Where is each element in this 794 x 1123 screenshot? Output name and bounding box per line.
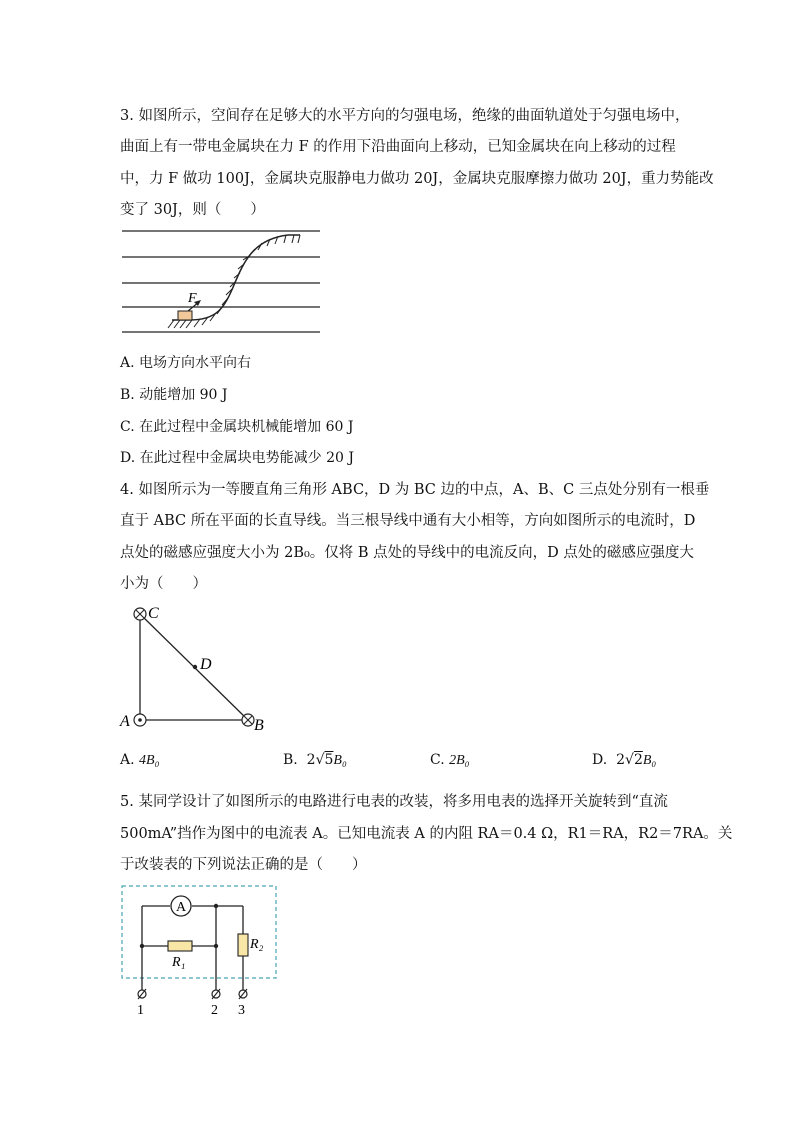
q3-line-4: 变了 30J，则（ ） [120, 202, 265, 218]
q5-line-2: 500mA”挡作为图中的电流表 A。已知电流表 A 的内阻 RA＝0.4 Ω，R1＝RA，R2＝7RA。关 [120, 826, 733, 842]
current-into-page-icon-c [134, 608, 146, 620]
terminal-label-3: 3 [238, 1003, 245, 1018]
force-label: F [188, 291, 197, 306]
label-c: C [148, 605, 159, 622]
q4-option-d[interactable] [592, 752, 656, 769]
terminal-icon [138, 989, 146, 999]
ammeter-label: A [176, 900, 187, 915]
dashed-boundary [122, 886, 276, 978]
q5-line-1: 5. 某同学设计了如图所示的电路进行电表的改装，将多用电表的选择开关旋转到“直流 [120, 794, 668, 810]
node [140, 944, 144, 948]
current-out-of-page-icon-a [134, 714, 146, 726]
q4-option-b[interactable] [283, 752, 347, 769]
option-value: 2B₀ [449, 753, 470, 768]
resistor-r1-icon [168, 941, 192, 951]
q4-option-a[interactable] [120, 752, 159, 769]
sqrt-icon: √ [625, 752, 634, 768]
q3-line-1: 3. 如图所示，空间存在足够大的水平方向的匀强电场，绝缘的曲面轨道处于匀强电场中， [120, 108, 690, 124]
q3-figure [120, 225, 330, 340]
q4-line-3: 点处的磁感应强度大小为 2B₀。仅将 B 点处的导线中的电流反向，D 点处的磁感应强度大 [120, 545, 694, 561]
option-var: B₀ [333, 753, 347, 768]
q4-figure [120, 600, 290, 740]
terminal-label-1: 1 [137, 1003, 144, 1018]
option-prefix: D. [592, 752, 608, 768]
ammeter-icon [171, 896, 191, 916]
q3-option-d[interactable]: D. 在此过程中金属块电势能减少 20 J [120, 450, 354, 466]
metal-block [178, 311, 192, 320]
q3-option-a[interactable]: A. 电场方向水平向右 [120, 355, 252, 371]
label-d: D [200, 656, 212, 673]
r2-label: R₂ [250, 937, 264, 952]
label-a: A [120, 713, 130, 730]
option-radicand: 5 [324, 752, 334, 768]
label-b: B [254, 717, 264, 734]
q3-line-3: 中，力 F 做功 100J，金属块克服静电力做功 20J，金属块克服摩擦力做功 20J，重力势能改 [120, 171, 714, 187]
q4-option-c[interactable] [430, 752, 470, 769]
terminal-icon [212, 989, 220, 999]
q3-line-2: 曲面上有一带电金属块在力 F 的作用下沿曲面向上移动，已知金属块在向上移动的过程 [120, 139, 676, 155]
q3-option-b[interactable]: B. 动能增加 90 J [120, 387, 228, 403]
option-prefix: B. [283, 752, 298, 768]
point-d [193, 665, 197, 669]
option-radicand: 2 [633, 752, 643, 768]
q4-line-2: 直于 ABC 所在平面的长直导线。当三根导线中通有大小相等，方向如图所示的电流时，D [120, 513, 696, 529]
terminal-label-2: 2 [211, 1003, 218, 1018]
node [214, 944, 218, 948]
r1-label: R₁ [172, 955, 186, 970]
sqrt-icon: √ [315, 752, 325, 768]
option-prefix: C. [430, 752, 445, 768]
q4-line-1: 4. 如图所示为一等腰直角三角形 ABC，D 为 BC 边的中点，A、B、C 三点处分别有一根垂 [120, 482, 710, 498]
terminal-icon [239, 989, 247, 999]
q4-line-4: 小为（ ） [120, 576, 207, 592]
q5-circuit [120, 884, 285, 1019]
option-coef: 2 [306, 752, 316, 768]
option-var: B₀ [642, 753, 657, 768]
option-prefix: A. [120, 752, 135, 768]
q5-line-3: 于改装表的下列说法正确的是（ ） [120, 857, 367, 873]
q3-option-c[interactable]: C. 在此过程中金属块机械能增加 60 J [120, 419, 354, 435]
node [214, 904, 218, 908]
option-value: 4B₀ [139, 753, 160, 768]
resistor-r2-icon [238, 934, 248, 956]
option-coef: 2 [616, 752, 626, 768]
current-into-page-icon-b [242, 714, 254, 726]
